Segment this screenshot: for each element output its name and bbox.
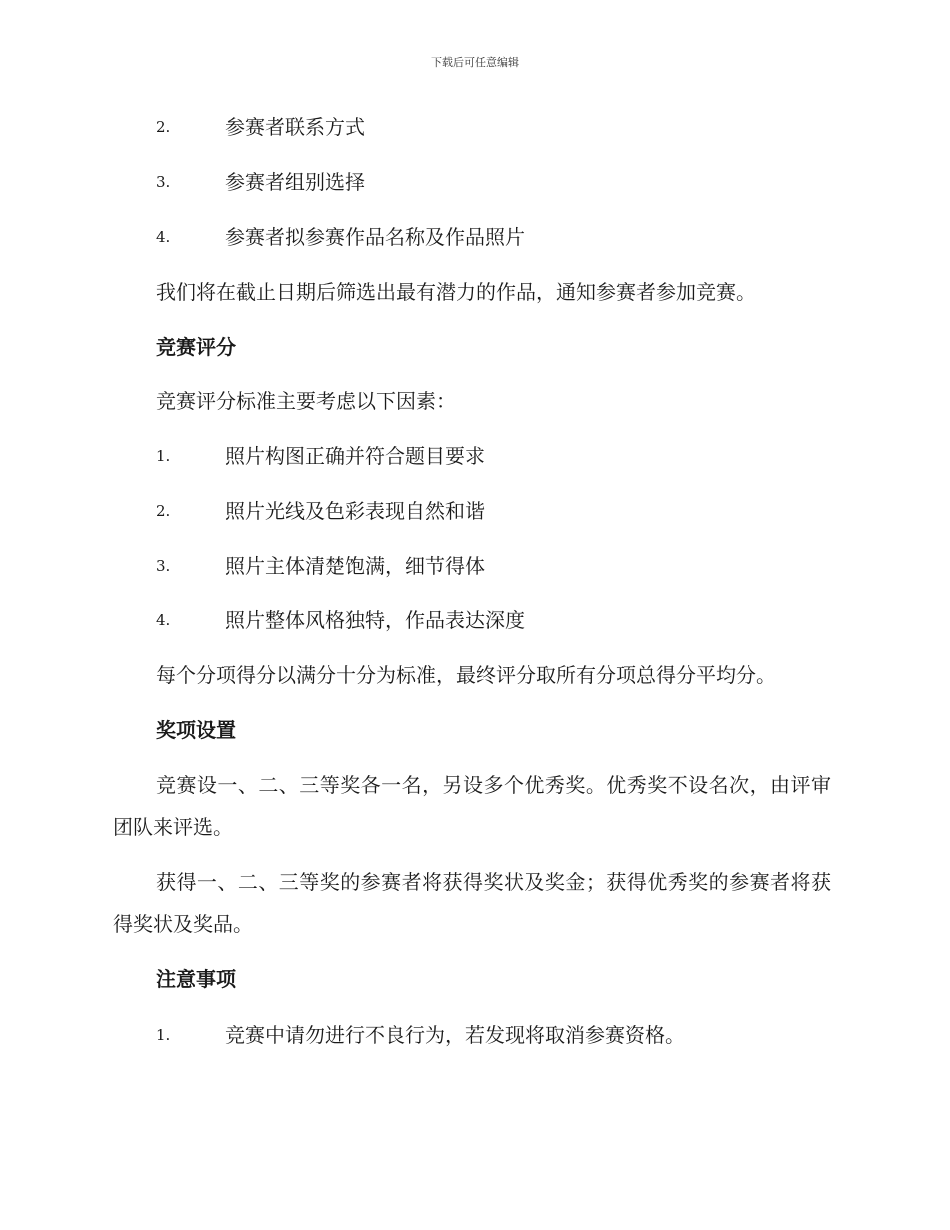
list-item: 竞赛中请勿进行不良行为，若发现将取消参赛资格。 xyxy=(225,1023,685,1047)
list-number: 3. xyxy=(156,557,171,575)
list-item: 参赛者组别选择 xyxy=(225,170,365,194)
list-item: 照片主体清楚饱满，细节得体 xyxy=(225,554,485,578)
section-heading-notes: 注意事项 xyxy=(156,967,236,991)
section-heading-awards: 奖项设置 xyxy=(156,718,236,742)
list-number: 2. xyxy=(156,502,171,520)
list-item: 参赛者联系方式 xyxy=(225,115,365,139)
scoring-summary: 每个分项得分以满分十分为标准，最终评分取所有分项总得分平均分。 xyxy=(156,663,776,687)
list-item: 参赛者拟参赛作品名称及作品照片 xyxy=(225,225,525,249)
section-heading-scoring: 竞赛评分 xyxy=(156,335,236,359)
list-item: 照片光线及色彩表现自然和谐 xyxy=(225,499,485,523)
list-item: 照片构图正确并符合题目要求 xyxy=(225,444,485,468)
list-number: 4. xyxy=(156,228,171,246)
screening-paragraph: 我们将在截止日期后筛选出最有潜力的作品，通知参赛者参加竞赛。 xyxy=(156,280,756,304)
list-number: 4. xyxy=(156,611,171,629)
header-note: 下载后可任意编辑 xyxy=(431,56,519,69)
list-item: 照片整体风格独特，作品表达深度 xyxy=(225,608,525,632)
awards-paragraph-1: 竞赛设一、二、三等奖各一名，另设多个优秀奖。优秀奖不设名次，由评审团队来评选。 xyxy=(113,773,831,839)
list-number: 2. xyxy=(156,118,171,136)
awards-paragraph-2: 获得一、二、三等奖的参赛者将获得奖状及奖金；获得优秀奖的参赛者将获得奖状及奖品。 xyxy=(113,870,831,936)
scoring-intro: 竞赛评分标准主要考虑以下因素： xyxy=(156,389,456,413)
list-number: 1. xyxy=(156,447,171,465)
list-number: 1. xyxy=(156,1026,171,1044)
list-number: 3. xyxy=(156,173,171,191)
